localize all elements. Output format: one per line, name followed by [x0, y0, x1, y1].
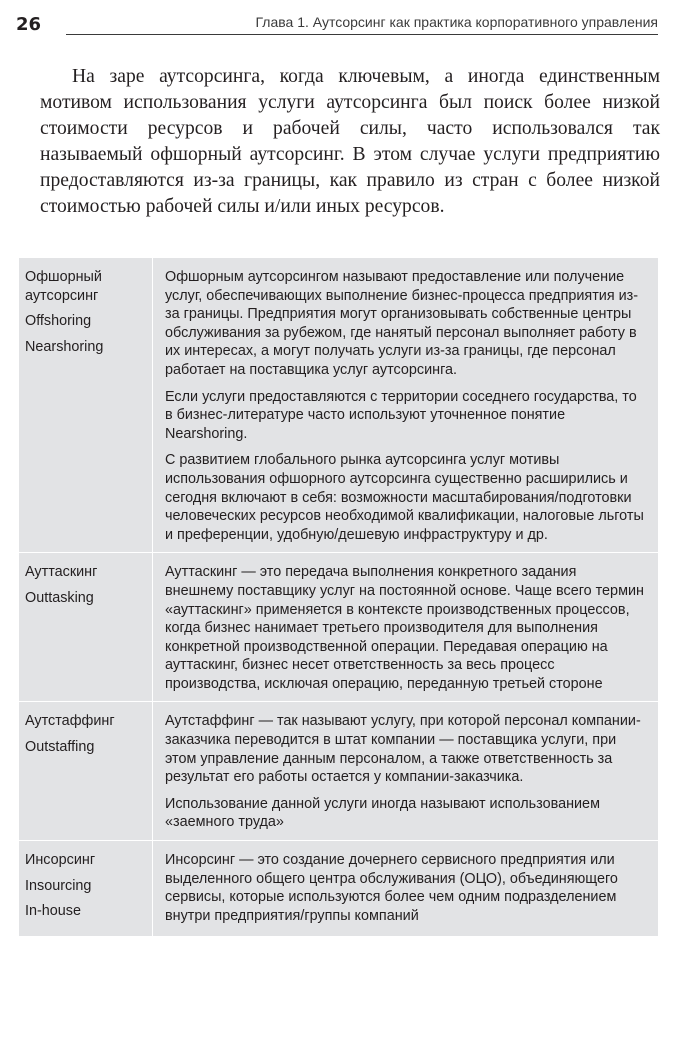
header-rule	[66, 34, 658, 35]
term-english: Nearshoring	[25, 338, 104, 355]
table-row	[19, 702, 659, 841]
description-paragraph: С развитием глобального рынка аутсорсинга услуг мотивы использования офшорного аутсорсинга существенно расширились и сегодня включают в себя: возможности масштабирования/подготовки человеческих ресурсов необходимой квалификации, налоговые льготы и преференции, удобную/дешевую инфраструктуру и др.	[165, 452, 644, 543]
term-english: Outtasking	[25, 589, 94, 606]
term-cell	[19, 553, 153, 702]
term-name: Офшорный аутсорсинг	[25, 269, 102, 304]
term-english: Offshoring	[25, 313, 92, 330]
table-row	[19, 258, 659, 553]
description-paragraph: Инсорсинг — это создание дочернего сервисного предприятия или выделенного общего центра обслуживания (ОЦО), объединяющего сервисы, которые используются более чем одним подразделением внутри предприятия/группы компаний	[165, 852, 618, 924]
term-cell	[19, 841, 153, 937]
description-paragraph: Использование данной услуги иногда называют использованием «заемного труда»	[165, 795, 600, 831]
description-paragraph: Если услуги предоставляются с территории соседнего государства, то в бизнес-литературе часто используют уточненное понятие Nearshoring.	[165, 388, 637, 442]
running-title: Глава 1. Аутсорсинг как практика корпоративного управления	[255, 14, 658, 30]
term-cell	[19, 702, 153, 841]
description-paragraph: Ауттаскинг — это передача выполнения конкретного задания внешнему поставщику услуг на постоянной основе. Чаще всего термин «ауттаскинг» применяется в контексте производственных процессов, когда бизнес нанимает третьего производителя для выполнения конкретной производственной операции. Передавая операцию на ауттаскинг, бизнес несет ответственность за весь процесс производства, исключая операцию, переданную третьей стороне	[165, 564, 644, 692]
term-name: Инсорсинг	[25, 852, 96, 869]
description-cell	[153, 258, 659, 553]
description-cell	[153, 553, 659, 702]
description-paragraph: Офшорным аутсорсингом называют предоставление или получение услуг, обеспечивающих выполнение бизнес-процесса предприятия из-за границы. Предприятия могут организовывать собственные центры обслуживания за рубежом, где нанятый персонал выполняет работу в их интересах, а могут получать услуги из-за границы, где персонал работает на поставщика услуг аутсорсинга.	[165, 269, 639, 378]
table-row	[19, 841, 659, 937]
page-header	[16, 14, 664, 38]
intro-paragraph: На заре аутсорсинга, когда ключевым, а иногда единственным мотивом использования услуги аутсорсинга был поиск более низкой стоимости ресурсов и рабочей силы, часто использовался так называемый офшорный аутсорсинг. В этом случае услуги предприятию предоставляются из-за границы, как правило из стран с более низкой стоимостью рабочей силы и/или иных ресурсов.	[40, 66, 660, 217]
table-row	[19, 553, 659, 702]
page-number: 26	[16, 14, 42, 35]
description-cell	[153, 702, 659, 841]
term-name: Аутстаффинг	[25, 713, 115, 730]
term-cell	[19, 258, 153, 553]
term-english: In-house	[25, 903, 82, 920]
description-cell	[153, 841, 659, 937]
term-name: Ауттаскинг	[25, 564, 98, 581]
term-english: Outstaffing	[25, 739, 95, 756]
description-paragraph: Аутстаффинг — так называют услугу, при которой персонал компании-заказчика переводится в штат компании — поставщика услуги, при этом управление данным персоналом, а также ответственность за результат его работы остается у компании-заказчика.	[165, 713, 641, 786]
terms-table	[18, 257, 659, 937]
term-english: Insourcing	[25, 877, 92, 894]
